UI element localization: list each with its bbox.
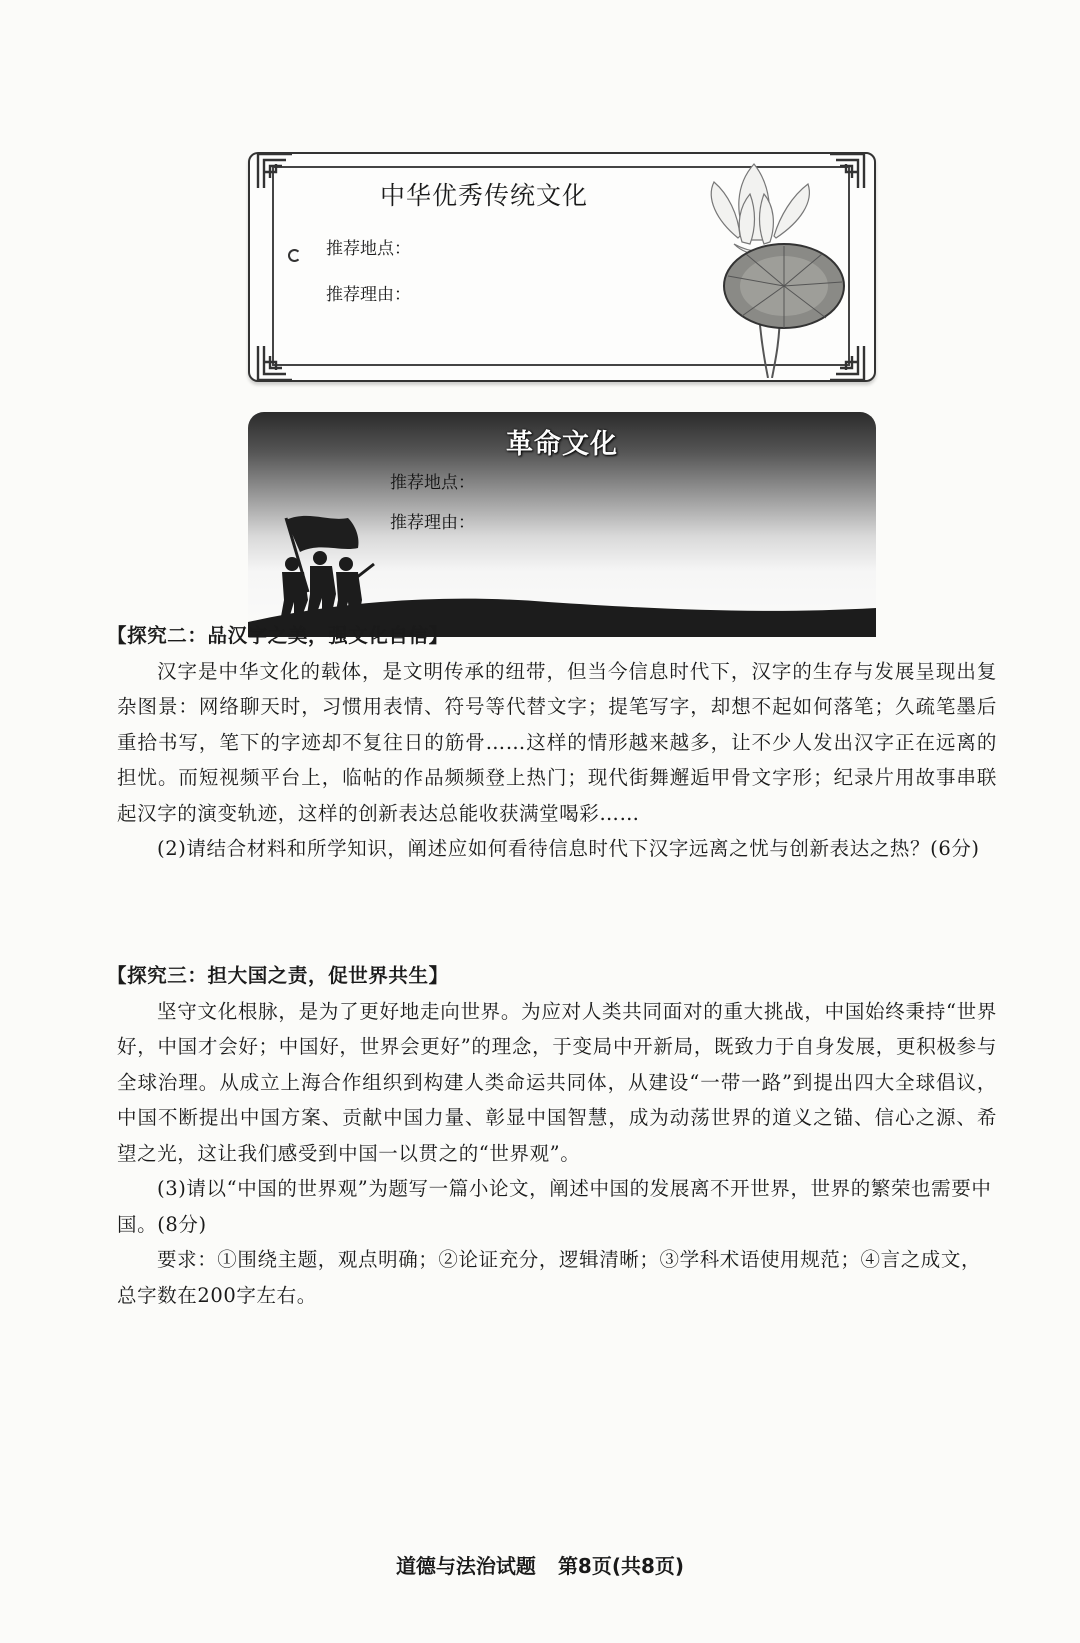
page-number: 第8页(共8页) (557, 1554, 685, 1578)
material-paragraph: 汉字是中华文化的载体，是文明传承的纽带，但当今信息时代下，汉字的生存与发展呈现出复杂图景：网络聊天时，习惯用表情、符号等代替文字；提笔写字，却想不起如何落笔；久疏笔墨后重拾书写，笔下的字迹却不复往日的筋骨……这样的情形越来越多，让不少人发出汉字正在远离的担忧。而短视频平台上，临帖的作品频频登上热门；现代街舞邂逅甲骨文字形；纪录片用故事串联起汉字的演变轨迹，这样的创新表达总能收获满堂喝彩…… (117, 659, 997, 825)
section-3 (107, 958, 997, 1313)
soldiers-flag-silhouette-icon (248, 482, 876, 637)
recommend-place-label: 推荐地点： (326, 239, 411, 259)
lotus-icon (676, 158, 846, 378)
revolutionary-culture-card (248, 412, 876, 634)
recommend-reason-label: 推荐理由： (390, 513, 475, 533)
fret-corner-icon (254, 342, 296, 384)
question-2: (2)请结合材料和所学知识，阐述应如何看待信息时代下汉字远离之忧与创新表达之热？(6分) (157, 837, 980, 860)
recommend-reason-label: 推荐理由： (326, 285, 411, 305)
page-footer (0, 1550, 1080, 1579)
subject-name: 道德与法治试题 (395, 1554, 536, 1578)
card-title: 中华优秀传统文化 (380, 181, 589, 210)
card-title: 革命文化 (506, 429, 618, 460)
section-heading: 【探究二：品汉字之美，强文化自信】 (107, 624, 449, 647)
material-paragraph: 坚守文化根脉，是为了更好地走向世界。为应对人类共同面对的重大挑战，中国始终秉持“世界好，中国才会好；中国好，世界会更好”的理念，于变局中开新局，既致力于自身发展，更积极参与全球治理。从成立上海合作组织到构建人类命运共同体，从建设“一带一路”到提出四大全球倡议，中国不断提出中国方案、贡献中国力量、彰显中国智慧，成为动荡世界的道义之锚、信心之源、希望之光，这让我们感受到中国一以贯之的“世界观”。 (117, 999, 997, 1165)
fret-corner-icon (254, 150, 296, 192)
hole-mark-icon (288, 249, 301, 262)
answer-requirements: 要求：①围绕主题，观点明确；②论证充分，逻辑清晰；③学科术语使用规范；④言之成文，总字数在200字左右。 (117, 1248, 982, 1307)
section-heading: 【探究三：担大国之责，促世界共生】 (107, 964, 449, 987)
section-2 (107, 618, 997, 867)
question-3: (3)请以“中国的世界观”为题写一篇小论文，阐述中国的发展离不开世界，世界的繁荣也需要中国。(8分) (117, 1177, 992, 1236)
recommend-place-label: 推荐地点： (390, 473, 475, 493)
traditional-culture-card (248, 152, 876, 382)
